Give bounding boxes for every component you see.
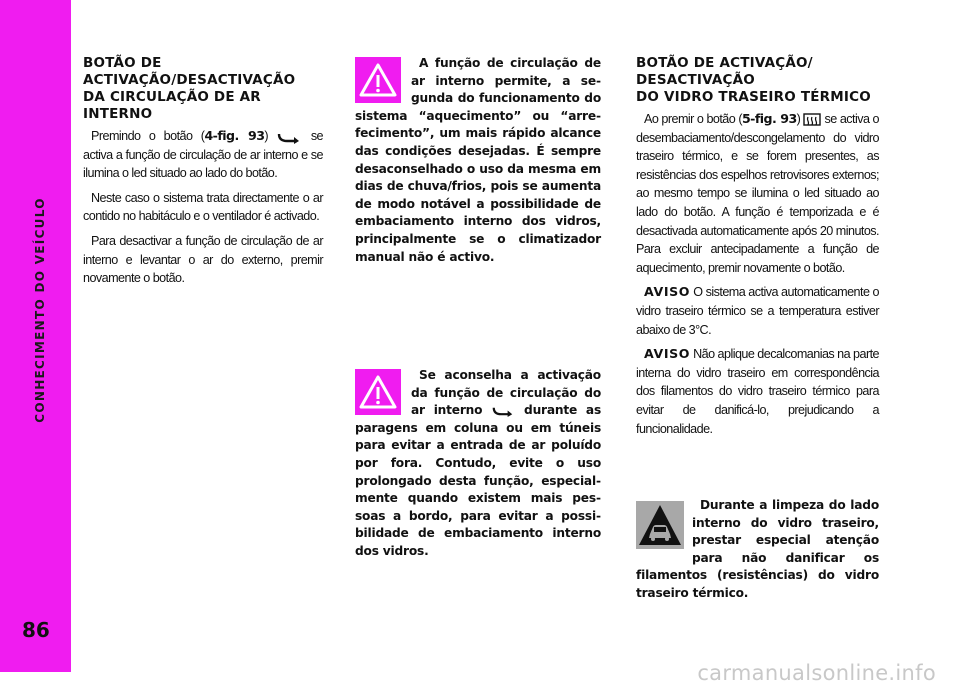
text: ) bbox=[264, 129, 269, 143]
aviso-label: AVISO bbox=[644, 346, 691, 362]
air-recirculation-icon bbox=[276, 130, 302, 144]
recirculation-paragraph-3: Para desactivar a função de circulação de ar interno e levantar o ar do externo, premir novamente o botão. bbox=[83, 233, 323, 286]
aviso-label: AVISO bbox=[644, 284, 691, 300]
car-icon bbox=[636, 501, 684, 549]
heading-line: DA CIRCULAÇÃO DE AR bbox=[83, 89, 261, 105]
heading-line: INTERNO bbox=[83, 106, 153, 122]
heading-line: BOTÃO DE ACTIVAÇÃO/ bbox=[636, 55, 813, 71]
aviso-paragraph-2 bbox=[636, 345, 879, 438]
column-recirculation bbox=[83, 55, 323, 294]
chapter-sidebar bbox=[0, 0, 71, 672]
watermark: carmanualsonline.info bbox=[697, 661, 936, 685]
note-block bbox=[636, 497, 879, 603]
text: Não aplique decalcomanias na parte interna do vidro traseiro em correspondência dos filamentos do vidro traseiro térmico para evitar de danificá-lo, prejudicando a funcionalidade. bbox=[636, 347, 879, 436]
heading-line: DESACTIVAÇÃO bbox=[636, 72, 755, 88]
recirculation-paragraph-2: Neste caso o sistema trata directamente o ar contido no habitáculo e o ventilador é activado. bbox=[83, 190, 323, 224]
note-text: Durante a limpeza do lado interno do vidro traseiro, prestar especial atenção para não danificar os filamentos (resistências) do vidro traseiro térmico. bbox=[636, 498, 879, 600]
rear-defrost-icon bbox=[803, 113, 821, 127]
text: se activa o desembaciamento/descongelamento do vidro traseiro térmico, e se forem presentes, as resistências dos espelhos retrovisores externos; ao mesmo tempo se ilumina o led situado ao lado do botão. A função é temporizada e é desactivada automaticamente após 20 minutos. Para excluir antecipadamente a função de aquecimento, premir novamente o botão. bbox=[636, 112, 879, 275]
text: O sistema activa automaticamente o vidro traseiro térmico se a temperatura estiver abaixo de 3°C. bbox=[636, 285, 879, 337]
chapter-title: CONHECIMENTO DO VEÍCULO bbox=[33, 197, 47, 423]
warning-triangle-icon bbox=[355, 57, 401, 103]
text: Ao premir o botão ( bbox=[644, 112, 742, 126]
column-warnings bbox=[355, 55, 602, 558]
air-recirculation-icon bbox=[491, 404, 515, 417]
figure-reference: 5-fig. 93 bbox=[741, 111, 797, 126]
heading-line: BOTÃO DE bbox=[83, 55, 162, 71]
text: Premindo o botão ( bbox=[91, 129, 205, 143]
warning-block-1 bbox=[355, 55, 601, 266]
heading-line: DO VIDRO TRASEIRO TÉRMICO bbox=[636, 89, 871, 105]
figure-reference: 4-fig. 93 bbox=[204, 128, 265, 143]
text: Se aconselha a activação da função de circulação do ar interno bbox=[411, 368, 601, 418]
text: ) bbox=[796, 112, 801, 126]
recirculation-heading bbox=[83, 55, 323, 123]
column-rear-defrost bbox=[636, 55, 879, 600]
warning-text-1: A função de circulação de ar interno permite, a segunda do funcionamento do sistema “aquecimento” ou “arrefecimento”, um mais rápido alcance das condições desejadas. É sempre desaconselhado o uso da mesma em dias de chuva/frios, pois se aumenta de modo notável a possibilidade de embaciamento interno dos vidros, principalmente se o climatizador manual não é activo. bbox=[355, 56, 601, 264]
text: durante as paragens em coluna ou em túneis para evitar a entrada de ar poluído por fora. Contudo, evite o uso prolongado desta função, especialmente quando existem mais pessoas a bordo, para evitar a possibilidade de embaciamento interno dos vidros. bbox=[355, 403, 602, 558]
rear-defrost-paragraph-1 bbox=[636, 110, 879, 277]
rear-defrost-heading bbox=[636, 55, 879, 106]
recirculation-paragraph-1 bbox=[83, 127, 323, 183]
warning-block-2 bbox=[355, 367, 601, 561]
warning-triangle-icon bbox=[355, 369, 401, 415]
chapter-title-vertical bbox=[33, 30, 47, 590]
aviso-paragraph-1 bbox=[636, 283, 879, 339]
heading-line: ACTIVAÇÃO/DESACTIVAÇÃO bbox=[83, 72, 296, 88]
page-number: 86 bbox=[22, 618, 50, 642]
text: se activa a função de circulação de ar interno e se ilumina o led situado ao lado do botão. bbox=[83, 129, 324, 181]
